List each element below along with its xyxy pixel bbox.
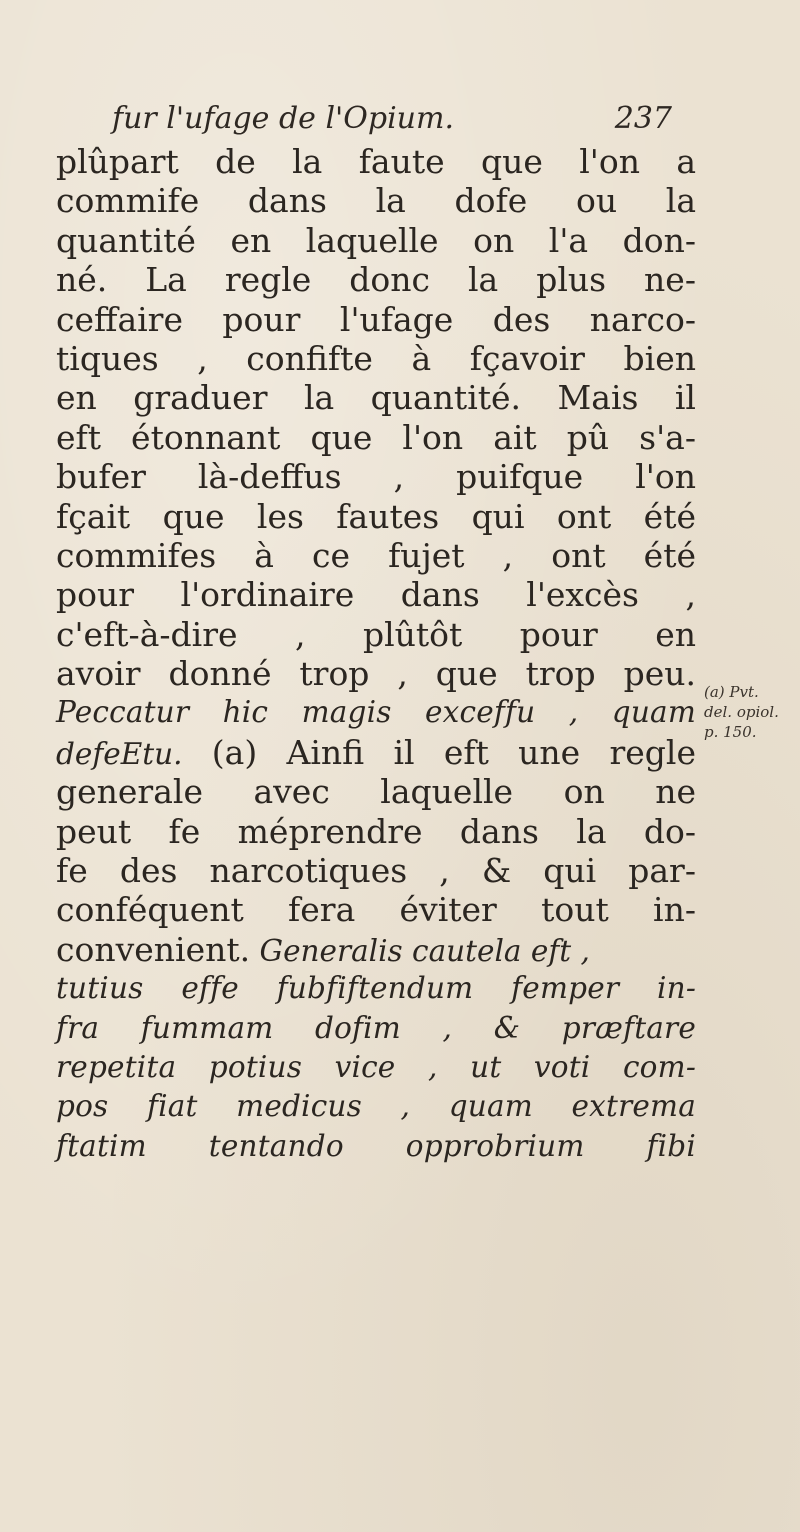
text-line: generale avec laquelle on ne [56,772,696,812]
latin-quote-line: ftatim tentando opprobrium fibi [56,1128,696,1163]
latin-quote-fragment: Generalis cautela eft , [250,933,590,968]
page-number: 237 [614,101,672,136]
latin-quote-fragment: defeEtu. [56,736,183,771]
text-line: conféquent fera éviter tout in- [56,890,696,930]
text-line: fe des narcotiques , & qui par- [56,851,696,891]
text-line: né. La regle donc la plus ne- [56,260,696,300]
margin-note-line: del. opiol. [704,703,779,721]
latin-quote-line: fra fummam dofim , & præftare [56,1010,696,1045]
latin-quote-line: pos fiat medicus , quam extrema [56,1089,696,1124]
margin-note [704,682,796,742]
text-line: commife dans la dofe ou la [56,181,696,221]
text-line: plûpart de la faute que l'on a [56,142,696,181]
text-line: bufer là-deffus , puifque l'on [56,457,696,497]
text-line: peut fe méprendre dans la do- [56,811,696,851]
text-line: eft étonnant que l'on ait pû s'a- [56,417,696,457]
text-fragment: (a) Ainfi il eft une regle [182,732,696,772]
text-line [56,930,696,969]
text-fragment: convenient. [56,929,251,969]
body-text [56,142,696,1166]
margin-note-line: (a) Pvt. [704,683,759,701]
text-line: pour l'ordinaire dans l'excès , [56,575,696,615]
page-header [112,96,672,142]
text-line: commifes à ce fujet , ont été [56,535,696,575]
latin-quote-line: Peccatur hic magis exceffu , quam [56,695,696,730]
text-line [56,733,696,772]
text-line: c'eft-à-dire , plûtôt pour en [56,614,696,654]
text-line: fçait que les fautes qui ont été [56,496,696,536]
text-line: tiques , confifte à fçavoir bien [56,338,696,378]
text-line: quantité en laquelle on l'a don- [56,220,696,260]
text-line: avoir donné trop , que trop peu. [56,654,696,694]
latin-quote-line: tutius effe fubfiftendum femper in- [56,971,696,1006]
margin-note-line: p. 150. [704,723,757,741]
text-line: en graduer la quantité. Mais il [56,378,696,418]
text-line: ceffaire pour l'ufage des narco- [56,299,696,339]
running-head: fur l'ufage de l'Opium. [112,101,454,136]
latin-quote-line: repetita potius vice , ut voti com- [56,1049,696,1084]
